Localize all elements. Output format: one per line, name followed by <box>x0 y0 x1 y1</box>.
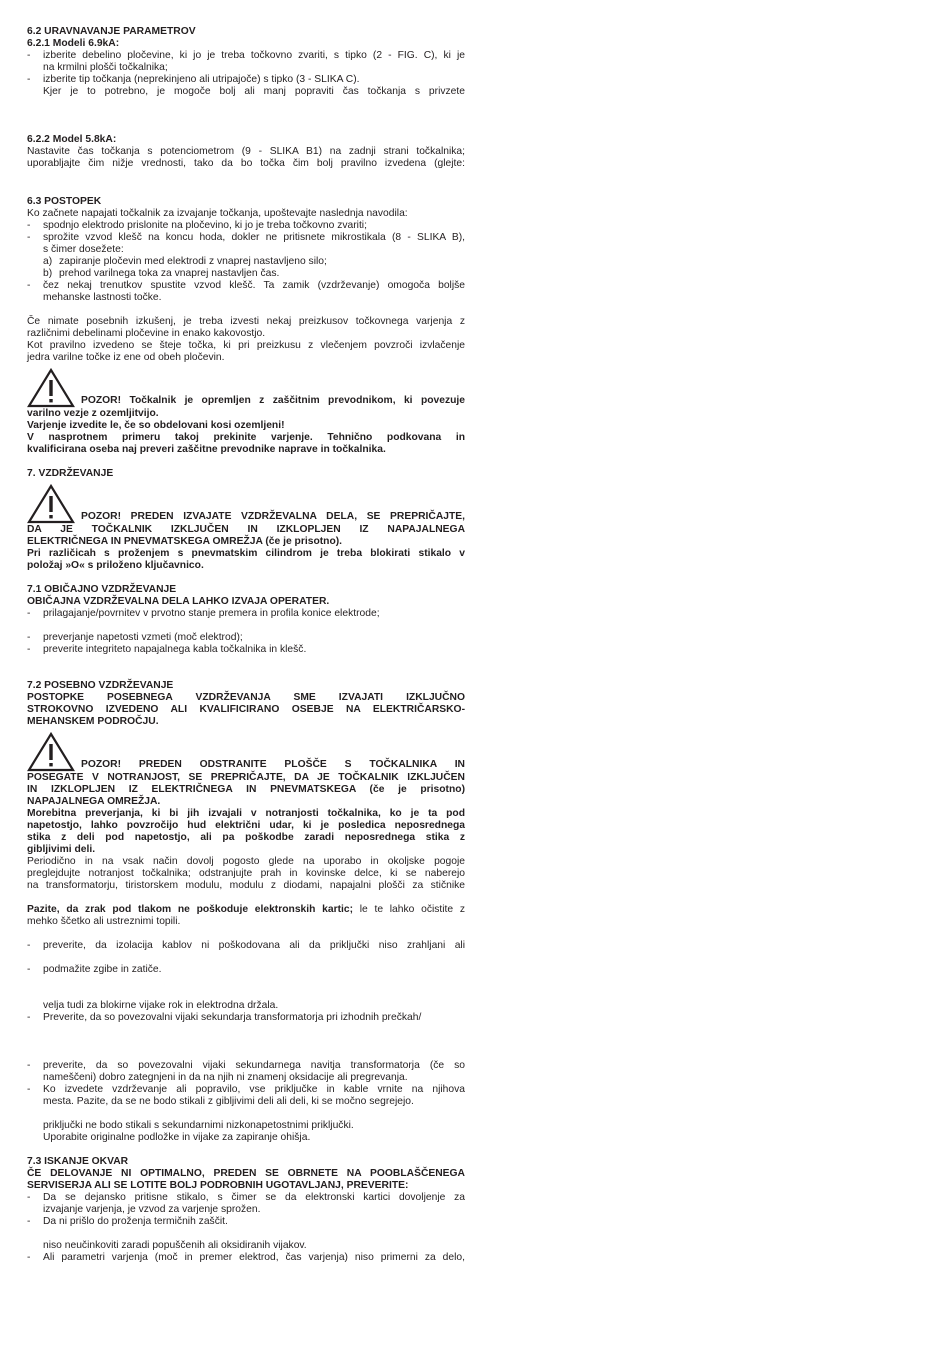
section-6-3-title: 6.3 POSTOPEK <box>27 196 102 207</box>
list-item: - podmažite zgibe in zatiče. <box>27 964 465 976</box>
list-item: - izberite tip točkanja (neprekinjeno ali utripajoče) s tipko (3 - SLIKA C). Kjer je to potrebno, je mogoče bolj ali manj popraviti čas točkanja s privzete <box>27 74 465 98</box>
sub-item: a) zapiranje pločevin med elektrodi z vnaprej nastavljeno silo; <box>43 256 327 267</box>
warning-block: POZOR! Točkalnik je opremljen z zaščitnim prevodnikom, ki povezuje <box>27 368 465 408</box>
document-page: 6.2 URAVNAVANJE PARAMETROV 6.2.1 Modeli 6.9kA: - izberite debelino pločevine, ki jo je treba točkovno zvariti, s tipko (2 - FIG. C), ki je na krmilni plošči točkalnika; - izberite tip točkanja (neprekinjeno ali utripajoče) s tipko (3 - SLIKA C). Kjer je to potrebno, je mogoče bolj ali manj popraviti čas točkanja s privzete 6.2.2 Model 5.8kA: Nastavite čas točkanja s potenciometrom (9 - SLIKA B1) na zadnji strani točkalnika; uporabljajte čim nižje vrednosti, tako da bo točka čim bolj pravilno izvedena (glejte: 6.3 POSTOPEK Ko začnete napajati točkalnik za izvajanje točkanja, upoštevajte naslednja navodila: - spodnjo elektrodo prislonite na pločevino, ki jo je treba točkovno zvariti; - sprožite vzvod klešč na koncu hoda, dokler ne pritisnete mikrostikala (8 - SLIKA B), s čimer dosežete: a) zapiranje pločevin med elektrodi z vnaprej nastavljeno silo; b) prehod varilnega toka za vnaprej nastavljen čas. - čez nekaj trenutkov spustite vzvod klešč. Ta zamik (vzdrževanje) omogoča boljše mehanske lastnosti točke. Če nimate posebnih izkušenj, je treba izvesti nekaj preizkusov točkovnega varjenja z različnimi debelinami pločevine in enako kakovostjo. Kot pravilno izvedeno se šteje točka, ki pri preizkusu z vlečenjem povzroči izvlačenje jedra varilne točke iz ene od obeh pločevin. POZOR! Točkalnik je opremljen z zaščitnim prevodnikom, ki povezuje varilno vezje z ozemljitvijo. Varjenje izvedite le, če so obdelovani kosi ozemljeni! V nasprotnem primeru takoj prekinite varjenje. Tehnično podkovana in kvalificirana oseba naj preveri zaščitne prevodnike naprave in točkalnika. 7. VZDRŽEVANJE POZOR! PREDEN IZVAJATE VZDRŽEVALNA DELA, SE PREPRIČAJTE, DA JE TOČKALNIK IZKLJUČEN IN IZKLOPLJEN IZ NAPAJALNEGA ELEKTRIČNEGA IN PNEVMATSKEGA OMREŽJA (če je prisotno). Pri različicah s proženjem s pnevmatskim cilindrom je treba blokirati stikalo v položaj »O« s priloženo ključavnico. 7.1 OBIČAJNO VZDRŽEVANJE OBIČAJNA VZDRŽEVALNA DELA LAHKO IZVAJA OPERATER. - prilagajanje/povrnitev v prvotno stanje premera in profila konice elektrode; - preverjanje napetosti vzmeti (moč elektrod); - preverite integriteto napajalnega kabla točkalnika in klešč. 7.2 POSEBNO VZDRŽEVANJE POSTOPKE POSEBNEGA VZDRŽEVANJA SME IZVAJATI IZKLJUČNO STROKOVNO IZVEDENO ALI KVALIFICIRANO OSEBJE NA ELEKTRIČARSKO- MEHANSKEM PODROČJU. POZOR! PREDEN ODSTRANITE PLOŠČE S TOČKALNIKA IN POSEGATE V NOTRANJOST, SE PREPRIČAJTE, DA JE TOČKALNIK IZKLJUČEN IN IZKLOPLJEN IZ ELEKTRIČNEGA IN PNEVMATSKEGA (če je prisotno) NAPAJALNEGA OMREŽJA. Morebitna preverjanja, ki bi jih izvajali v notranjosti točkalnika, ko je ta pod napetostjo, lahko povzročijo hud električni udar, ki je posledica neposrednega stika z deli pod napetostjo, ali pa poškodbe zaradi neposrednega stika z gibljivimi deli. Periodično in na vsak način dovolj pogosto glede na uporabo in okoljske pogoje preglejdujte notranjost točkalnika; odstranjujte prah in kovinske delce, ki se naberejo na transformatorju, tiristorskem modulu, modulu z diodami, napajalni plošči za stičnike Pazite, da zrak pod tlakom ne poškoduje elektronskih kartic; le te lahko očistite z mehko ščetko ali ustreznimi topili. - preverite, da izolacija kablov ni poškodovana ali da priključki niso zrahljani ali - podmažite zgibe in zatiče. velja tudi za blokirne vijake rok in elektrodna držala. - Preverite, da so povezovalni vijaki sekundarja transformatorja pri izhodnih prečkah/ - preverite, da so povezovalni vijaki sekundarnega navitja transformatorja (če so nameščeni) dobro zategnjeni in da na njih ni znamenj oksidacije ali pregrevanja. - Ko izvedete vzdrževanje ali popravilo, vse priključke in kable vrnite na njihova mesta. Pazite, da se ne bodo stikali z gibljivimi deli ali deli, ki se močno segrejejo. priključki ne bodo stikali s sekundarnimi nizkonapetostnimi priključki. Uporabite originalne podložke in vijake za zapiranje ohišja. 7.3 ISKANJE OKVAR ČE DELOVANJE NI OPTIMALNO, PREDEN SE OBRNETE NA POOBLAŠČENEGA SERVISERJA ALI SE LOTITE BOLJ PODROBNIH UGOTAVLJANJ, PREVERITE: - Da se dejansko pritisne stikalo, s čimer se da elektronski kartici dovoljenje za izvajanje varjenja, je vzvod za varjenje sprožen. - Da ni prišlo do proženja termičnih zaščit. niso neučinkoviti zaradi popuščenih ali oksidiranih vijakov. - Ali parametri varjenja (moč in premer elektrod, čas varjenja) niso primerni za delo, <box>27 26 465 1264</box>
section-6-2-1-title: 6.2.1 Modeli 6.9kA: <box>27 38 120 49</box>
section-7-3-title: 7.3 ISKANJE OKVAR <box>27 1156 129 1167</box>
warning-block: POZOR! PREDEN ODSTRANITE PLOŠČE S TOČKALNIKA IN <box>27 732 465 772</box>
paragraph: različnimi debelinami pločevine in enako kakovostjo. <box>27 328 266 339</box>
list-item: - preverite, da so povezovalni vijaki sekundarnega navitja transformatorja (če so nameščeni) dobro zategnjeni in da na njih ni znamenj oksidacije ali pregrevanja. <box>27 1060 465 1084</box>
list-item: - čez nekaj trenutkov spustite vzvod klešč. Ta zamik (vzdrževanje) omogoča boljše mehanske lastnosti točke. <box>27 280 465 304</box>
list-item: - spodnjo elektrodo prislonite na pločevino, ki jo je treba točkovno zvariti; <box>27 220 465 232</box>
paragraph: uporabljajte čim nižje vrednosti, tako da bo točka čim bolj pravilno izvedena (glejte: <box>27 158 465 169</box>
list-item: - preverite, da izolacija kablov ni poškodovana ali da priključki niso zrahljani ali <box>27 940 465 952</box>
sub-item: b) prehod varilnega toka za vnaprej nastavljen čas. <box>43 268 280 279</box>
list-item: - Da ni prišlo do proženja termičnih zaščit. <box>27 1216 465 1228</box>
section-7-2-title: 7.2 POSEBNO VZDRŽEVANJE <box>27 680 174 691</box>
section-7-1-title: 7.1 OBIČAJNO VZDRŽEVANJE <box>27 584 177 595</box>
warning-icon <box>27 484 75 524</box>
list-item: - Da se dejansko pritisne stikalo, s čimer se da elektronski kartici dovoljenje za izvajanje varjenja, je vzvod za varjenje sprožen. <box>27 1192 465 1216</box>
list-item: - sprožite vzvod klešč na koncu hoda, dokler ne pritisnete mikrostikala (8 - SLIKA B), s čimer dosežete: <box>27 232 465 256</box>
warning-icon <box>27 368 75 408</box>
list-item: - preverjanje napetosti vzmeti (moč elektrod); <box>27 632 465 644</box>
section-6-2-2-title: 6.2.2 Model 5.8kA: <box>27 134 117 145</box>
paragraph: Nastavite čas točkanja s potenciometrom (9 - SLIKA B1) na zadnji strani točkalnika; <box>27 146 465 157</box>
paragraph: na transformatorju, tiristorskem modulu, modulu z diodami, napajalni plošči za stičnike <box>27 880 465 891</box>
paragraph: mehko ščetko ali ustreznimi topili. <box>27 916 181 927</box>
continuation-text: Uporabite originalne podložke in vijake za zapiranje ohišja. <box>43 1132 311 1143</box>
section-7-2-subtitle: POSTOPKE POSEBNEGA VZDRŽEVANJA SME IZVAJATI IZKLJUČNO <box>27 692 465 703</box>
paragraph: Pazite, da zrak pod tlakom ne poškoduje elektronskih kartic; le te lahko očistite z <box>27 904 466 915</box>
list-item: - Ali parametri varjenja (moč in premer elektrod, čas varjenja) niso primerni za delo, <box>27 1252 465 1264</box>
list-item: - izberite debelino pločevine, ki jo je treba točkovno zvariti, s tipko (2 - FIG. C), ki je na krmilni plošči točkalnika; <box>27 50 465 74</box>
paragraph: Ko začnete napajati točkalnik za izvajanje točkanja, upoštevajte naslednja navodila: <box>27 208 408 219</box>
continuation-text: velja tudi za blokirne vijake rok in elektrodna držala. <box>43 1000 279 1011</box>
list-item: - prilagajanje/povrnitev v prvotno stanje premera in profila konice elektrode; <box>27 608 465 620</box>
paragraph: preglejdujte notranjost točkalnika; odstranjujte prah in kovinske delce, ki se naberejo <box>27 868 465 879</box>
paragraph: Če nimate posebnih izkušenj, je treba izvesti nekaj preizkusov točkovnega varjenja z <box>27 316 465 327</box>
paragraph: Periodično in na vsak način dovolj pogosto glede na uporabo in okoljske pogoje <box>27 856 465 867</box>
warning-block: POZOR! PREDEN IZVAJATE VZDRŽEVALNA DELA, SE PREPRIČAJTE, <box>27 484 465 524</box>
paragraph: Kot pravilno izvedeno se šteje točka, ki pri preizkusu z vlečenjem povzroči izvlačenje <box>27 340 465 351</box>
warning-icon <box>27 732 75 772</box>
continuation-text: niso neučinkoviti zaradi popuščenih ali oksidiranih vijakov. <box>43 1240 307 1251</box>
section-7-title: 7. VZDRŽEVANJE <box>27 468 114 479</box>
section-7-3-subtitle: ČE DELOVANJE NI OPTIMALNO, PREDEN SE OBRNETE NA POOBLAŠČENEGA <box>27 1168 465 1179</box>
list-item: - Preverite, da so povezovalni vijaki sekundarja transformatorja pri izhodnih prečkah/ <box>27 1012 465 1024</box>
section-7-1-subtitle: OBIČAJNA VZDRŽEVALNA DELA LAHKO IZVAJA OPERATER. <box>27 596 330 607</box>
list-item: - Ko izvedete vzdrževanje ali popravilo, vse priključke in kable vrnite na njihova mesta. Pazite, da se ne bodo stikali z gibljivimi deli ali deli, ki se močno segrejejo. <box>27 1084 465 1108</box>
list-item: - preverite integriteto napajalnega kabla točkalnika in klešč. <box>27 644 465 656</box>
paragraph: jedra varilne točke iz ene od obeh pločevin. <box>27 352 225 363</box>
section-6-2-title: 6.2 URAVNAVANJE PARAMETROV <box>27 26 196 37</box>
continuation-text: priključki ne bodo stikali s sekundarnimi nizkonapetostnimi priključki. <box>43 1120 354 1131</box>
